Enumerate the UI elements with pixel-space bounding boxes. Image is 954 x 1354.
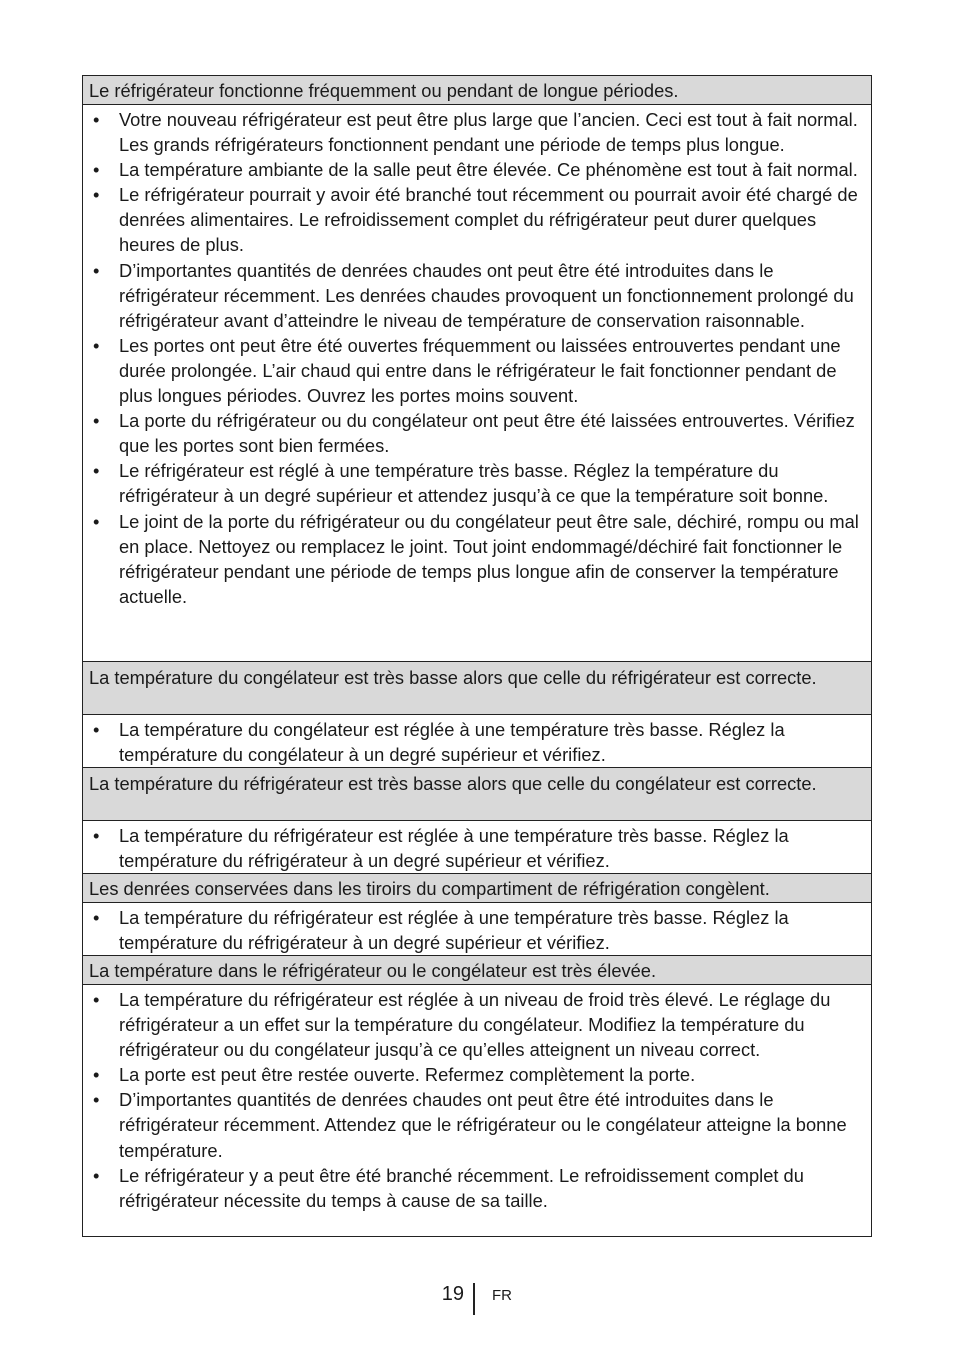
bullet-list (89, 905, 867, 955)
section-header: La température dans le réfrigérateur ou le congélateur est très élevée. (83, 956, 871, 985)
section-body (83, 715, 871, 768)
list-item: • Votre nouveau réfrigérateur est peut être plus large que l’ancien. Ceci est tout à fait normal. Les grands réfrigérateurs fonctionnent pendant une période de temps plus longue. (89, 107, 867, 157)
list-item: • La température ambiante de la salle peut être élevée. Ce phénomène est tout à fait normal. (89, 157, 867, 182)
language-code: FR (492, 1287, 512, 1304)
section-header: Les denrées conservées dans les tiroirs du compartiment de réfrigération congèlent. (83, 874, 871, 903)
list-item: • La température du réfrigérateur est réglée à une température très basse. Réglez la température du réfrigérateur à un degré supérieur et vérifiez. (89, 823, 867, 873)
list-item: • D’importantes quantités de denrées chaudes ont peut être été introduites dans le réfrigérateur récemment. Attendez que le réfrigérateur ou le congélateur atteigne la bonne température. (89, 1087, 867, 1162)
bullet-list (89, 107, 867, 609)
list-item: • Les portes ont peut être été ouvertes fréquemment ou laissées entrouvertes pendant une durée prolongée. L’air chaud qui entre dans le réfrigérateur le fait fonctionner pendant de plus longues périodes. Ouvrez les portes moins souvent. (89, 333, 867, 408)
list-item: • La température du congélateur est réglée à une température très basse. Réglez la température du congélateur à un degré supérieur et vérifiez. (89, 717, 867, 767)
section-header: La température du congélateur est très basse alors que celle du réfrigérateur est correcte. (83, 662, 871, 715)
section-body (83, 105, 871, 662)
troubleshooting-table (82, 75, 872, 1237)
list-item: • La porte est peut être restée ouverte. Refermez complètement la porte. (89, 1062, 867, 1087)
section-header: La température du réfrigérateur est très basse alors que celle du congélateur est correcte. (83, 768, 871, 821)
section-body (83, 821, 871, 874)
list-item: • Le réfrigérateur pourrait y avoir été branché tout récemment ou pourrait avoir été chargé de denrées alimentaires. Le refroidissement complet du réfrigérateur peut durer quelques heures de plus. (89, 182, 867, 257)
page-footer (0, 1283, 954, 1315)
list-item: • La température du réfrigérateur est réglée à un niveau de froid très élevé. Le réglage du réfrigérateur a un effet sur la température du congélateur. Modifiez la température du réfrigérateur ou du congélateur jusqu’à ce qu’elles atteignent un niveau correct. (89, 987, 867, 1062)
bullet-list (89, 987, 867, 1213)
section-header: Le réfrigérateur fonctionne fréquemment ou pendant de longue périodes. (83, 76, 871, 105)
bullet-list (89, 717, 867, 767)
footer-divider (473, 1283, 475, 1315)
list-item: • La température du réfrigérateur est réglée à une température très basse. Réglez la température du réfrigérateur à un degré supérieur et vérifiez. (89, 905, 867, 955)
list-item: • Le réfrigérateur est réglé à une température très basse. Réglez la température du réfrigérateur à un degré supérieur et attendez jusqu’à ce que la température soit bonne. (89, 458, 867, 508)
list-item: • D’importantes quantités de denrées chaudes ont peut être été introduites dans le réfrigérateur récemment. Les denrées chaudes provoquent un fonctionnement prolongé du réfrigérateur avant d’atteindre le niveau de température de conservation raisonnable. (89, 258, 867, 333)
list-item: • Le réfrigérateur y a peut être été branché récemment. Le refroidissement complet du réfrigérateur nécessite du temps à cause de sa taille. (89, 1163, 867, 1213)
section-body (83, 985, 871, 1213)
list-item: • Le joint de la porte du réfrigérateur ou du congélateur peut être sale, déchiré, rompu ou mal en place. Nettoyez ou remplacez le joint. Tout joint endommagé/déchiré fait fonctionner le réfrigérateur pendant une période de temps plus longue afin de conserver la température actuelle. (89, 509, 867, 609)
list-item: • La porte du réfrigérateur ou du congélateur ont peut être été laissées entrouvertes. Vérifiez que les portes sont bien fermées. (89, 408, 867, 458)
bullet-list (89, 823, 867, 873)
page-number: 19 (441, 1283, 464, 1305)
section-body (83, 903, 871, 956)
